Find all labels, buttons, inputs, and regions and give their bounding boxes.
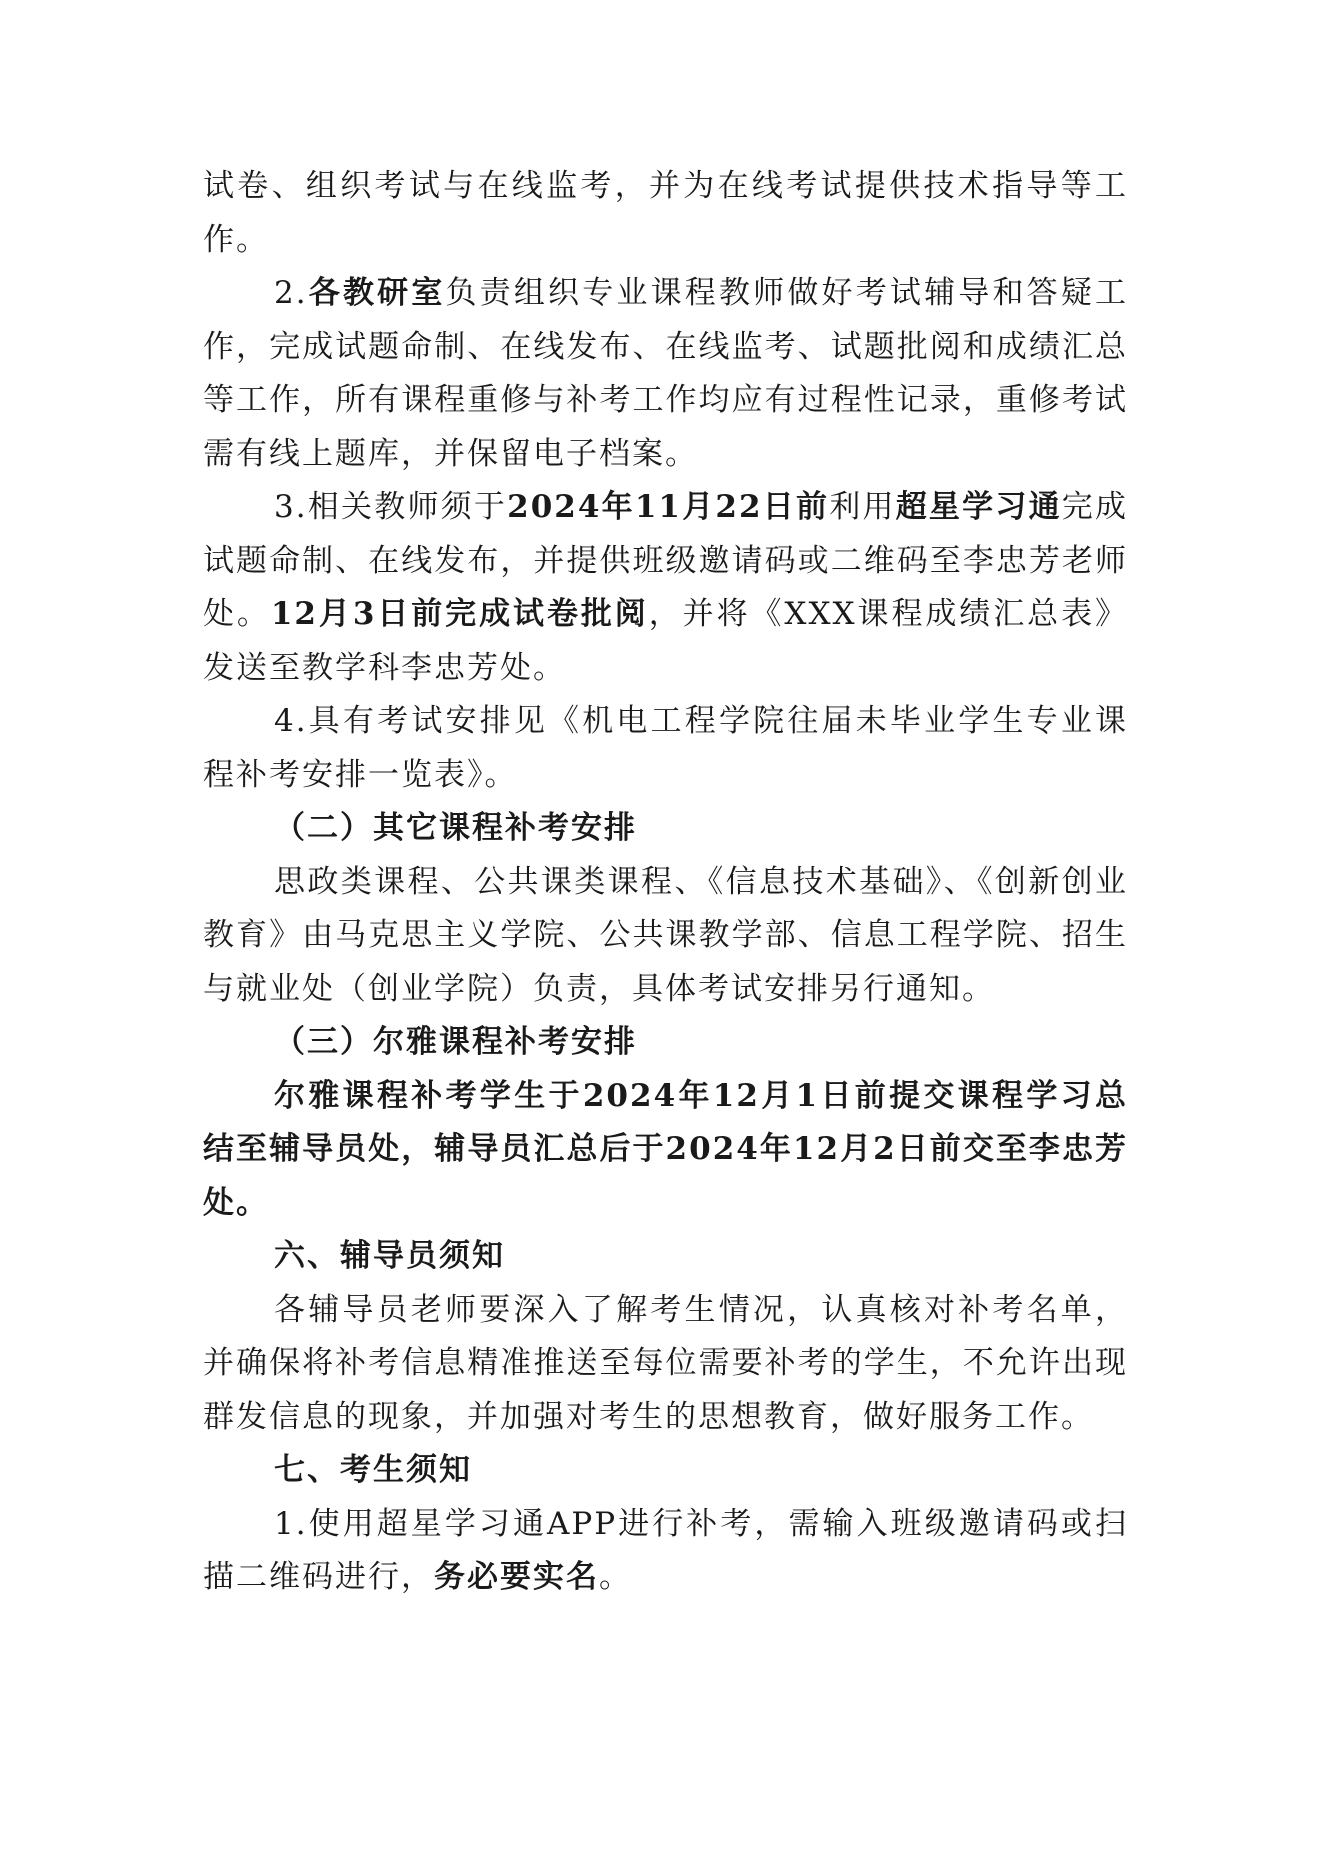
heading-counselor-notice: 六、辅导员须知 — [274, 1238, 505, 1274]
bold-grading-deadline: 12月3日前完成试卷批阅 — [270, 596, 649, 632]
paragraph-text: 尔雅课程补考学生于2024年12月1日前提交课程学习总结至辅导员处，辅导员汇总后于2024年12月2日前交至李忠芳处。 — [203, 1077, 1128, 1221]
paragraph-counselor-notice — [203, 1284, 1128, 1445]
paragraph-text: 1.使用超星学习通APP进行补考，需输入班级邀请码或扫描二维码进行， — [203, 1505, 1128, 1595]
paragraph-other-courses — [203, 856, 1128, 1017]
heading-examinee-notice: 七、考生须知 — [274, 1452, 472, 1488]
paragraph-text: 负责组织专业课程教师做好考试辅导和答疑工作，完成试题命制、在线发布、在线监考、试题批阅和成绩汇总等工作，所有课程重修与补考工作均应有过程性记录，重修考试需有线上题库，并保留电子档案。 — [203, 275, 1128, 472]
document-page — [203, 160, 1128, 1605]
paragraph-text: 3.相关教师须于 — [274, 489, 508, 525]
paragraph-teacher-deadline — [203, 481, 1128, 695]
paragraph-exam-schedule — [203, 695, 1128, 802]
item-number: 4. — [274, 703, 308, 739]
paragraph-examinee-notice — [203, 1498, 1128, 1605]
paragraph-teaching-offices — [203, 267, 1128, 481]
paragraph-text: 。 — [599, 1559, 632, 1595]
paragraph-text: 具有考试安排见《机电工程学院往届未毕业学生专业课程补考安排一览表》。 — [203, 703, 1128, 793]
paragraph-text: 利用 — [829, 489, 896, 525]
paragraph-erya-courses — [203, 1070, 1128, 1231]
bold-platform: 超星学习通 — [895, 489, 1062, 525]
paragraph-text: 完成试题命制、在线发布，并提供班级邀请码或二维码至李忠芳老师处。 — [203, 489, 1129, 632]
paragraph-text: 试卷、组织考试与在线监考，并为在线考试提供技术指导等工作。 — [203, 168, 1128, 258]
paragraph-text: 各辅导员老师要深入了解考生情况，认真核对补考名单，并确保将补考信息精准推送至每位需要补考的学生，不允许出现群发信息的现象，并加强对考生的思想教育，做好服务工作。 — [203, 1291, 1128, 1435]
paragraph-text: ，并将《XXX课程成绩汇总表》发送至教学科李忠芳处。 — [203, 596, 1128, 686]
paragraph-exam-paper-tasks — [203, 160, 1128, 267]
heading-other-courses: （二）其它课程补考安排 — [274, 810, 637, 846]
heading-erya-courses: （三）尔雅课程补考安排 — [274, 1024, 637, 1060]
bold-subject: 各教研室 — [307, 275, 446, 311]
bold-deadline: 2024年11月22日前 — [507, 489, 830, 525]
item-number: 2. — [274, 275, 308, 311]
bold-real-name: 务必要实名 — [434, 1559, 599, 1595]
paragraph-text: 思政类课程、公共课类课程、《信息技术基础》、《创新创业教育》由马克思主义学院、公共课教学部、信息工程学院、招生与就业处（创业学院）负责，具体考试安排另行通知。 — [203, 863, 1128, 1007]
